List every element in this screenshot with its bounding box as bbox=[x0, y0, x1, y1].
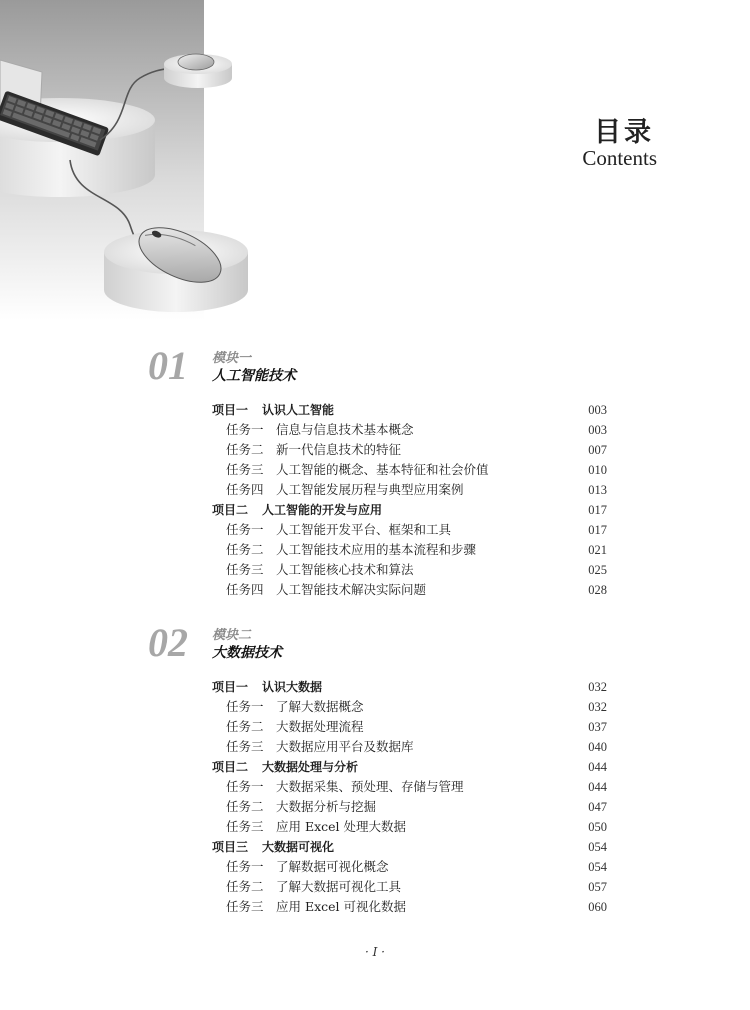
toc-entry-project[interactable]: 项目三 大数据可视化 054 bbox=[212, 837, 607, 857]
page-number: 007 bbox=[588, 443, 607, 457]
module-number: 01 bbox=[148, 343, 188, 388]
page-number: 032 bbox=[588, 680, 607, 694]
toc-entry-task[interactable]: 任务一 大数据采集、预处理、存储与管理 044 bbox=[212, 777, 607, 797]
toc-entry-task[interactable]: 任务二 新一代信息技术的特征 007 bbox=[212, 440, 607, 460]
page-number: 028 bbox=[588, 583, 607, 597]
toc-list bbox=[212, 400, 607, 600]
page-number: 025 bbox=[588, 563, 607, 577]
page-number: 021 bbox=[588, 543, 607, 557]
page-number: 017 bbox=[588, 503, 607, 517]
toc-entry-project[interactable]: 项目一 认识大数据 032 bbox=[212, 677, 607, 697]
toc-entry-task[interactable]: 任务三 应用 Excel 处理大数据 050 bbox=[212, 817, 607, 837]
footer-page-number: · I · bbox=[365, 945, 385, 959]
module-title: 大数据技术 bbox=[212, 645, 282, 661]
toc-entry-task[interactable]: 任务二 大数据分析与挖掘 047 bbox=[212, 797, 607, 817]
toc-entry-task[interactable]: 任务二 大数据处理流程 037 bbox=[212, 717, 607, 737]
page-number: 054 bbox=[588, 860, 607, 874]
page-number: 060 bbox=[588, 900, 607, 914]
toc-entry-project[interactable]: 项目二 人工智能的开发与应用 017 bbox=[212, 500, 607, 520]
page-number: 057 bbox=[588, 880, 607, 894]
page-number: 054 bbox=[588, 840, 607, 854]
page-number: 047 bbox=[588, 800, 607, 814]
module-title: 人工智能技术 bbox=[212, 368, 296, 384]
page-number: 040 bbox=[588, 740, 607, 754]
page-title: 目录 bbox=[594, 117, 654, 148]
page-number: 013 bbox=[588, 483, 607, 497]
toc-entry-task[interactable]: 任务三 大数据应用平台及数据库 040 bbox=[212, 737, 607, 757]
toc-entry-task[interactable]: 任务四 人工智能发展历程与典型应用案例 013 bbox=[212, 480, 607, 500]
toc-entry-task[interactable]: 任务一 了解数据可视化概念 054 bbox=[212, 857, 607, 877]
toc-entry-project[interactable]: 项目一 认识人工智能 003 bbox=[212, 400, 607, 420]
page-number: 032 bbox=[588, 700, 607, 714]
page-number: 050 bbox=[588, 820, 607, 834]
page-number: 044 bbox=[588, 780, 607, 794]
toc-list bbox=[212, 677, 607, 917]
module-number: 02 bbox=[148, 620, 188, 665]
page-number: 017 bbox=[588, 523, 607, 537]
page-number: 003 bbox=[588, 403, 607, 417]
page-subtitle: Contents bbox=[582, 146, 657, 170]
toc-entry-task[interactable]: 任务三 人工智能的概念、基本特征和社会价值 010 bbox=[212, 460, 607, 480]
toc-entry-task[interactable]: 任务一 人工智能开发平台、框架和工具 017 bbox=[212, 520, 607, 540]
computer-mouse-keyboard-illustration bbox=[0, 0, 260, 320]
toc-entry-task[interactable]: 任务一 了解大数据概念 032 bbox=[212, 697, 607, 717]
page-number: 003 bbox=[588, 423, 607, 437]
toc-entry-task[interactable]: 任务三 人工智能核心技术和算法 025 bbox=[212, 560, 607, 580]
module-label: 模块一 bbox=[212, 351, 252, 366]
toc-entry-task[interactable]: 任务四 人工智能技术解决实际问题 028 bbox=[212, 580, 607, 600]
page-number: 037 bbox=[588, 720, 607, 734]
page-number: 044 bbox=[588, 760, 607, 774]
module-label: 模块二 bbox=[212, 628, 252, 643]
page-number: 010 bbox=[588, 463, 607, 477]
toc-entry-task[interactable]: 任务二 人工智能技术应用的基本流程和步骤 021 bbox=[212, 540, 607, 560]
toc-entry-task[interactable]: 任务三 应用 Excel 可视化数据 060 bbox=[212, 897, 607, 917]
toc-entry-project[interactable]: 项目二 大数据处理与分析 044 bbox=[212, 757, 607, 777]
toc-entry-task[interactable]: 任务一 信息与信息技术基本概念 003 bbox=[212, 420, 607, 440]
toc-entry-task[interactable]: 任务二 了解大数据可视化工具 057 bbox=[212, 877, 607, 897]
